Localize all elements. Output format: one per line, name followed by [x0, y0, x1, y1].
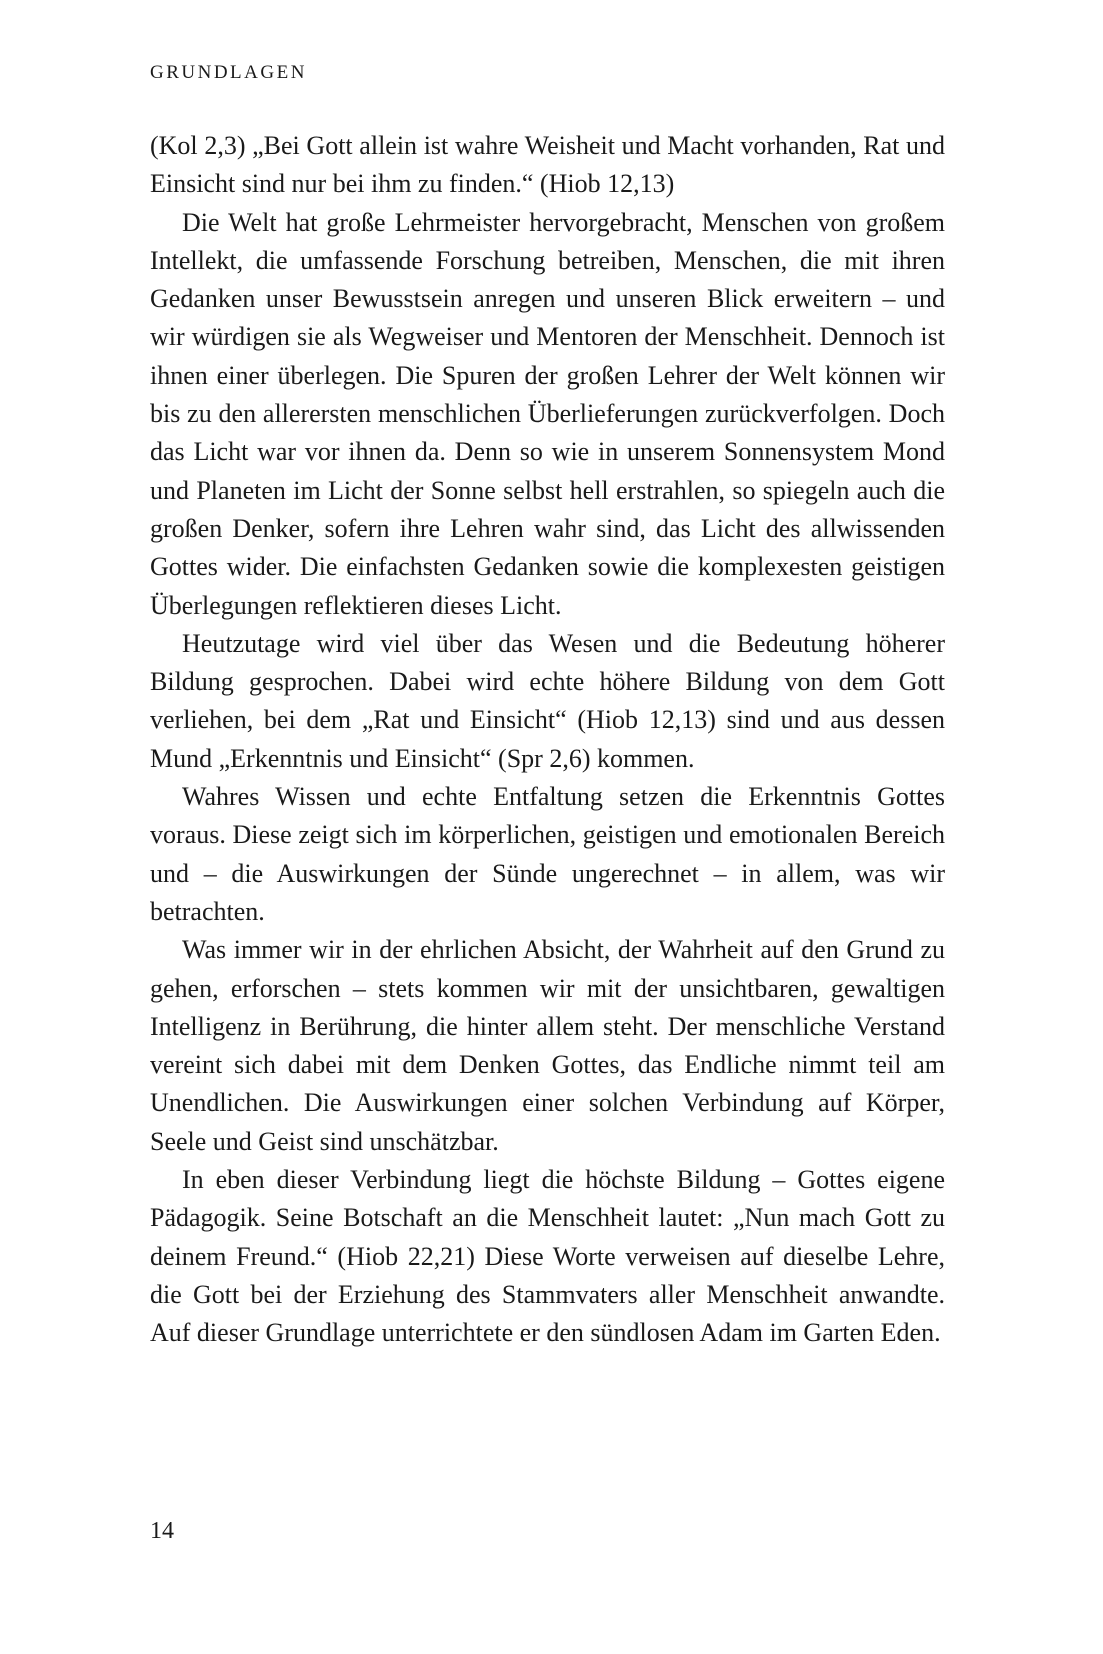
paragraph: In eben dieser Verbindung liegt die höchste Bildung – Gottes eigene Pädagogik. Seine Botschaft an die Menschheit lautet: „Nun mach Gott zu deinem Freund.“ (Hiob 22,21) Diese Worte verweisen auf dieselbe Lehre, die Gott bei der Erziehung des Stammvaters aller Menschheit anwandte. Auf dieser Grundlage unterrichtete er den sündlosen Adam im Garten Eden. [150, 1165, 945, 1348]
paragraph: Heutzutage wird viel über das Wesen und die Bedeutung höherer Bildung gesprochen. Dabei wird echte höhere Bildung von dem Gott verliehen, bei dem „Rat und Einsicht“ (Hiob 12,13) sind und aus dessen Mund „Erkenntnis und Einsicht“ (Spr 2,6) kommen. [150, 628, 945, 773]
body-text [150, 127, 945, 1353]
page-number: 14 [150, 1518, 174, 1544]
paragraph: Wahres Wissen und echte Entfaltung setzen die Erkenntnis Gottes voraus. Diese zeigt sich im körperlichen, geistigen und emotionalen Bereich und – die Auswirkungen der Sünde ungerechnet – in allem, was wir betrachten. [150, 782, 945, 926]
paragraph: Was immer wir in der ehrlichen Absicht, der Wahrheit auf den Grund zu gehen, erforschen – stets kommen wir mit der unsichtbaren, gewaltigen Intelligenz in Berührung, die hinter allem steht. Der menschliche Verstand vereint sich dabei mit dem Denken Gottes, das Endliche nimmt teil am Unendlichen. Die Auswirkungen einer solchen Verbindung auf Körper, Seele und Geist sind unschätzbar. [150, 935, 945, 1156]
paragraph: (Kol 2,3) „Bei Gott allein ist wahre Weisheit und Macht vorhanden, Rat und Einsicht sind nur bei ihm zu finden.“ (Hiob 12,13) [150, 131, 945, 199]
running-head: GRUNDLAGEN [150, 62, 307, 83]
paragraph: Die Welt hat große Lehrmeister hervorgebracht, Menschen von großem Intellekt, die umfassende Forschung betreiben, Menschen, die mit ihren Gedanken unser Bewusstsein anregen und unseren Blick erweitern – und wir würdigen sie als Wegweiser und Mentoren der Menschheit. Dennoch ist ihnen einer überlegen. Die Spuren der großen Lehrer der Welt können wir bis zu den allerersten menschlichen Überlieferungen zurückverfolgen. Doch das Licht war vor ihnen da. Denn so wie in unserem Sonnensystem Mond und Planeten im Licht der Sonne selbst hell erstrahlen, so spiegeln auch die großen Denker, sofern ihre Lehren wahr sind, das Licht des allwissenden Gottes wider. Die einfachsten Gedanken sowie die komplexesten geistigen Überlegungen reflektieren dieses Licht. [150, 207, 945, 620]
